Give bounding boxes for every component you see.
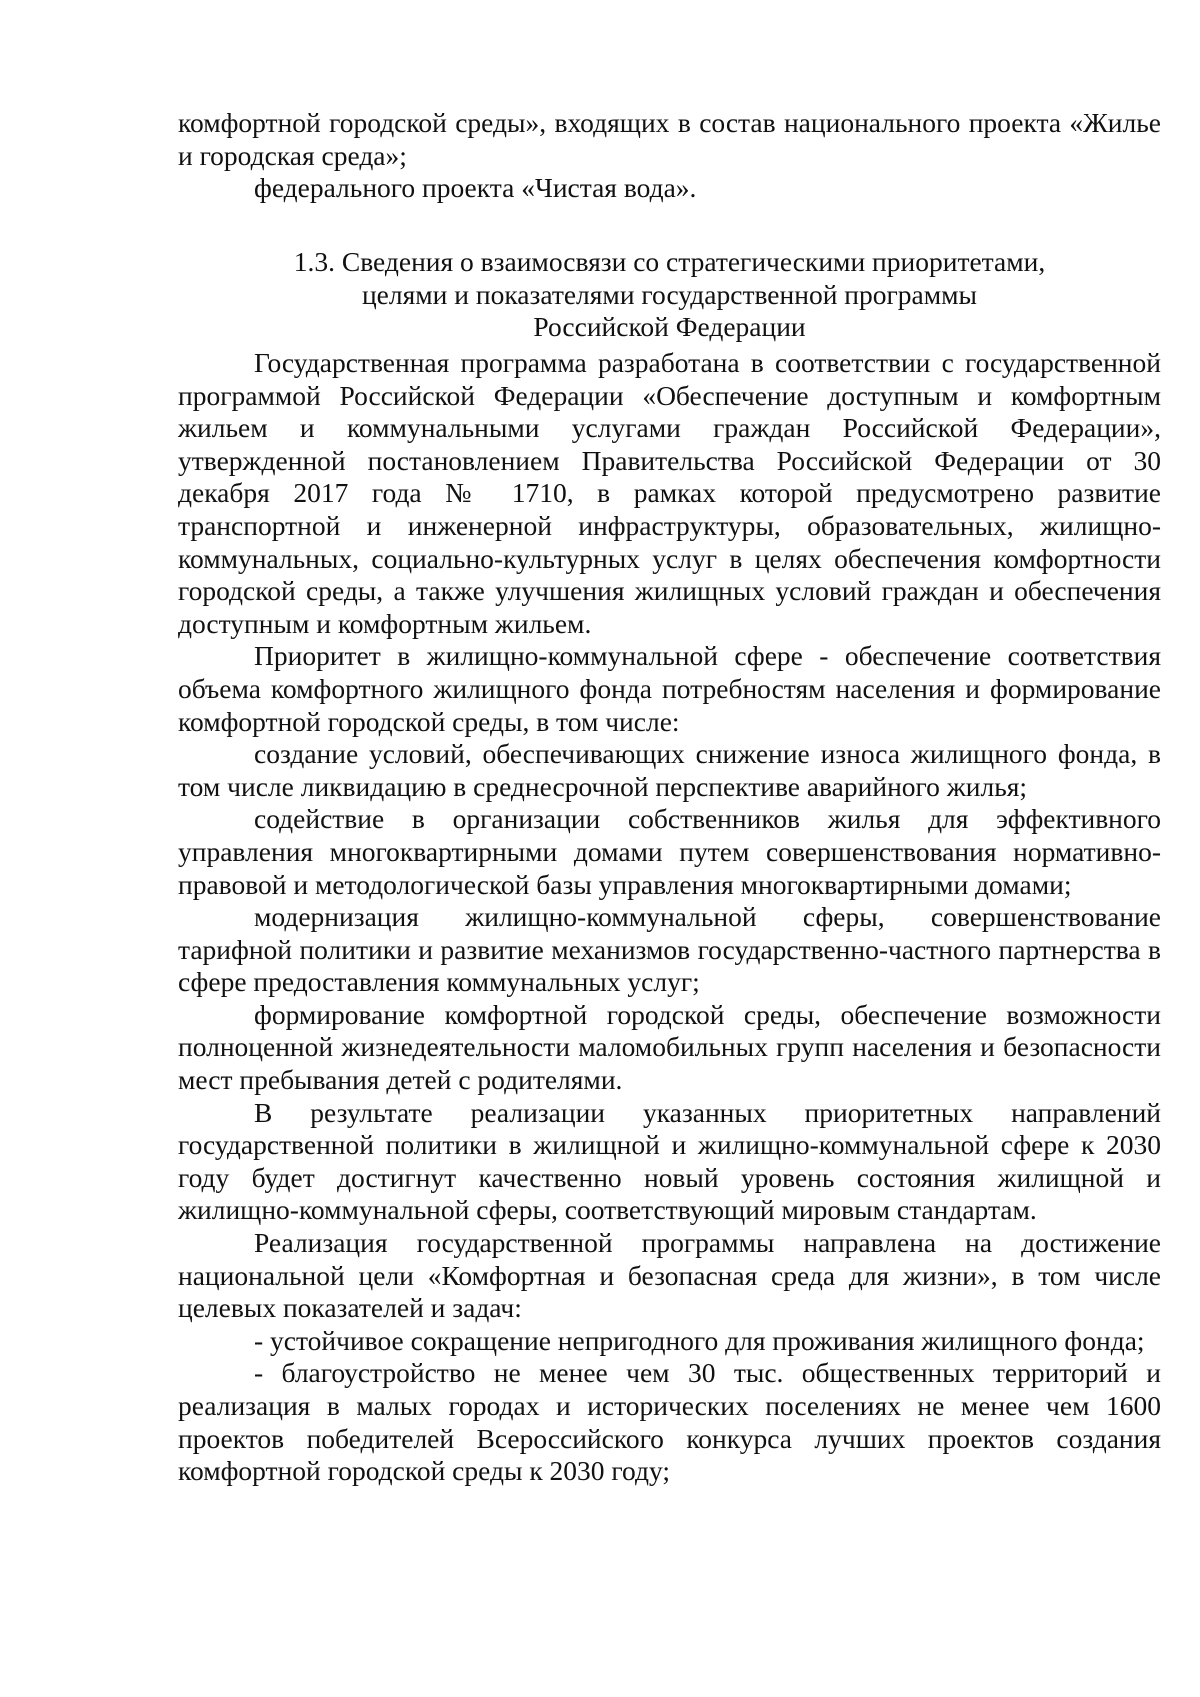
- body-paragraph-1: Государственная программа разработана в соответствии с государственной программой Российской Федерации «Обеспечение доступным и комфортным жильем и коммунальными услугами граждан Российской Федерации», утвержденной постановлением Правительства Российской Федерации от 30 декабря 2017 года № 1710, в рамках которой предусмотрено развитие транспортной и инженерной инфраструктуры, образовательных, жилищно-коммунальных, социально-культурных услуг в целях обеспечения комфортности городской среды, а также улучшения жилищных условий граждан и обеспечения доступным и комфортным жильем.: [178, 347, 1161, 639]
- body-paragraph-5: модернизация жилищно-коммунальной сферы, совершенствование тарифной политики и развитие механизмов государственно-частного партнерства в сфере предоставления коммунальных услуг;: [178, 901, 1161, 998]
- section-heading-line-1: 1.3. Сведения о взаимосвязи со стратегическими приоритетами,: [293, 246, 1046, 277]
- body-paragraph-6: формирование комфортной городской среды, обеспечение возможности полноценной жизнедеятельности маломобильных групп населения и безопасности мест пребывания детей с родителями.: [178, 998, 1161, 1096]
- body-paragraph-10: - благоустройство не менее чем 30 тыс. общественных территорий и реализация в малых городах и исторических поселениях не менее чем 1600 проектов победителей Всероссийского конкурса лучших проектов создания комфортной городской среды к 2030 году;: [178, 1357, 1161, 1487]
- section-heading: [178, 246, 1161, 344]
- section-heading-line-2: целями и показателями государственной программы: [361, 278, 978, 310]
- body-paragraph-4: содействие в организации собственников жилья для эффективного управления многоквартирными домами путем совершенствования нормативно-правовой и методологической базы управления многоквартирными домами;: [178, 803, 1161, 900]
- section-heading-line-3: Российской Федерации: [533, 311, 806, 343]
- body-paragraph-7: В результате реализации указанных приоритетных направлений государственной политики в жилищной и жилищно-коммунальной сфере к 2030 году будет достигнут качественно новый уровень состояния жилищной и жилищно-коммунальной сферы, соответствующий мировым стандартам.: [178, 1096, 1161, 1226]
- body-paragraph-8: Реализация государственной программы направлена на достижение национальной цели «Комфортная и безопасная среда для жизни», в том числе целевых показателей и задач:: [178, 1227, 1161, 1324]
- body-paragraph-3: создание условий, обеспечивающих снижение износа жилищного фонда, в том числе ликвидацию в среднесрочной перспективе аварийного жилья;: [178, 738, 1161, 802]
- body-paragraph-9: - устойчивое сокращение непригодного для проживания жилищного фонда;: [254, 1324, 1145, 1356]
- intro-block: [178, 107, 1161, 205]
- body-paragraph-2: Приоритет в жилищно-коммунальной сфере - обеспечение соответствия объема комфортного жилищного фонда потребностям населения и формирование комфортной городской среды, в том числе:: [178, 640, 1161, 737]
- body-text: [178, 347, 1161, 1488]
- intro-paragraph-2: федерального проекта «Чистая вода».: [254, 172, 697, 204]
- intro-paragraph-1: комфортной городской среды», входящих в состав национального проекта «Жилье и городская среда»;: [178, 107, 1161, 171]
